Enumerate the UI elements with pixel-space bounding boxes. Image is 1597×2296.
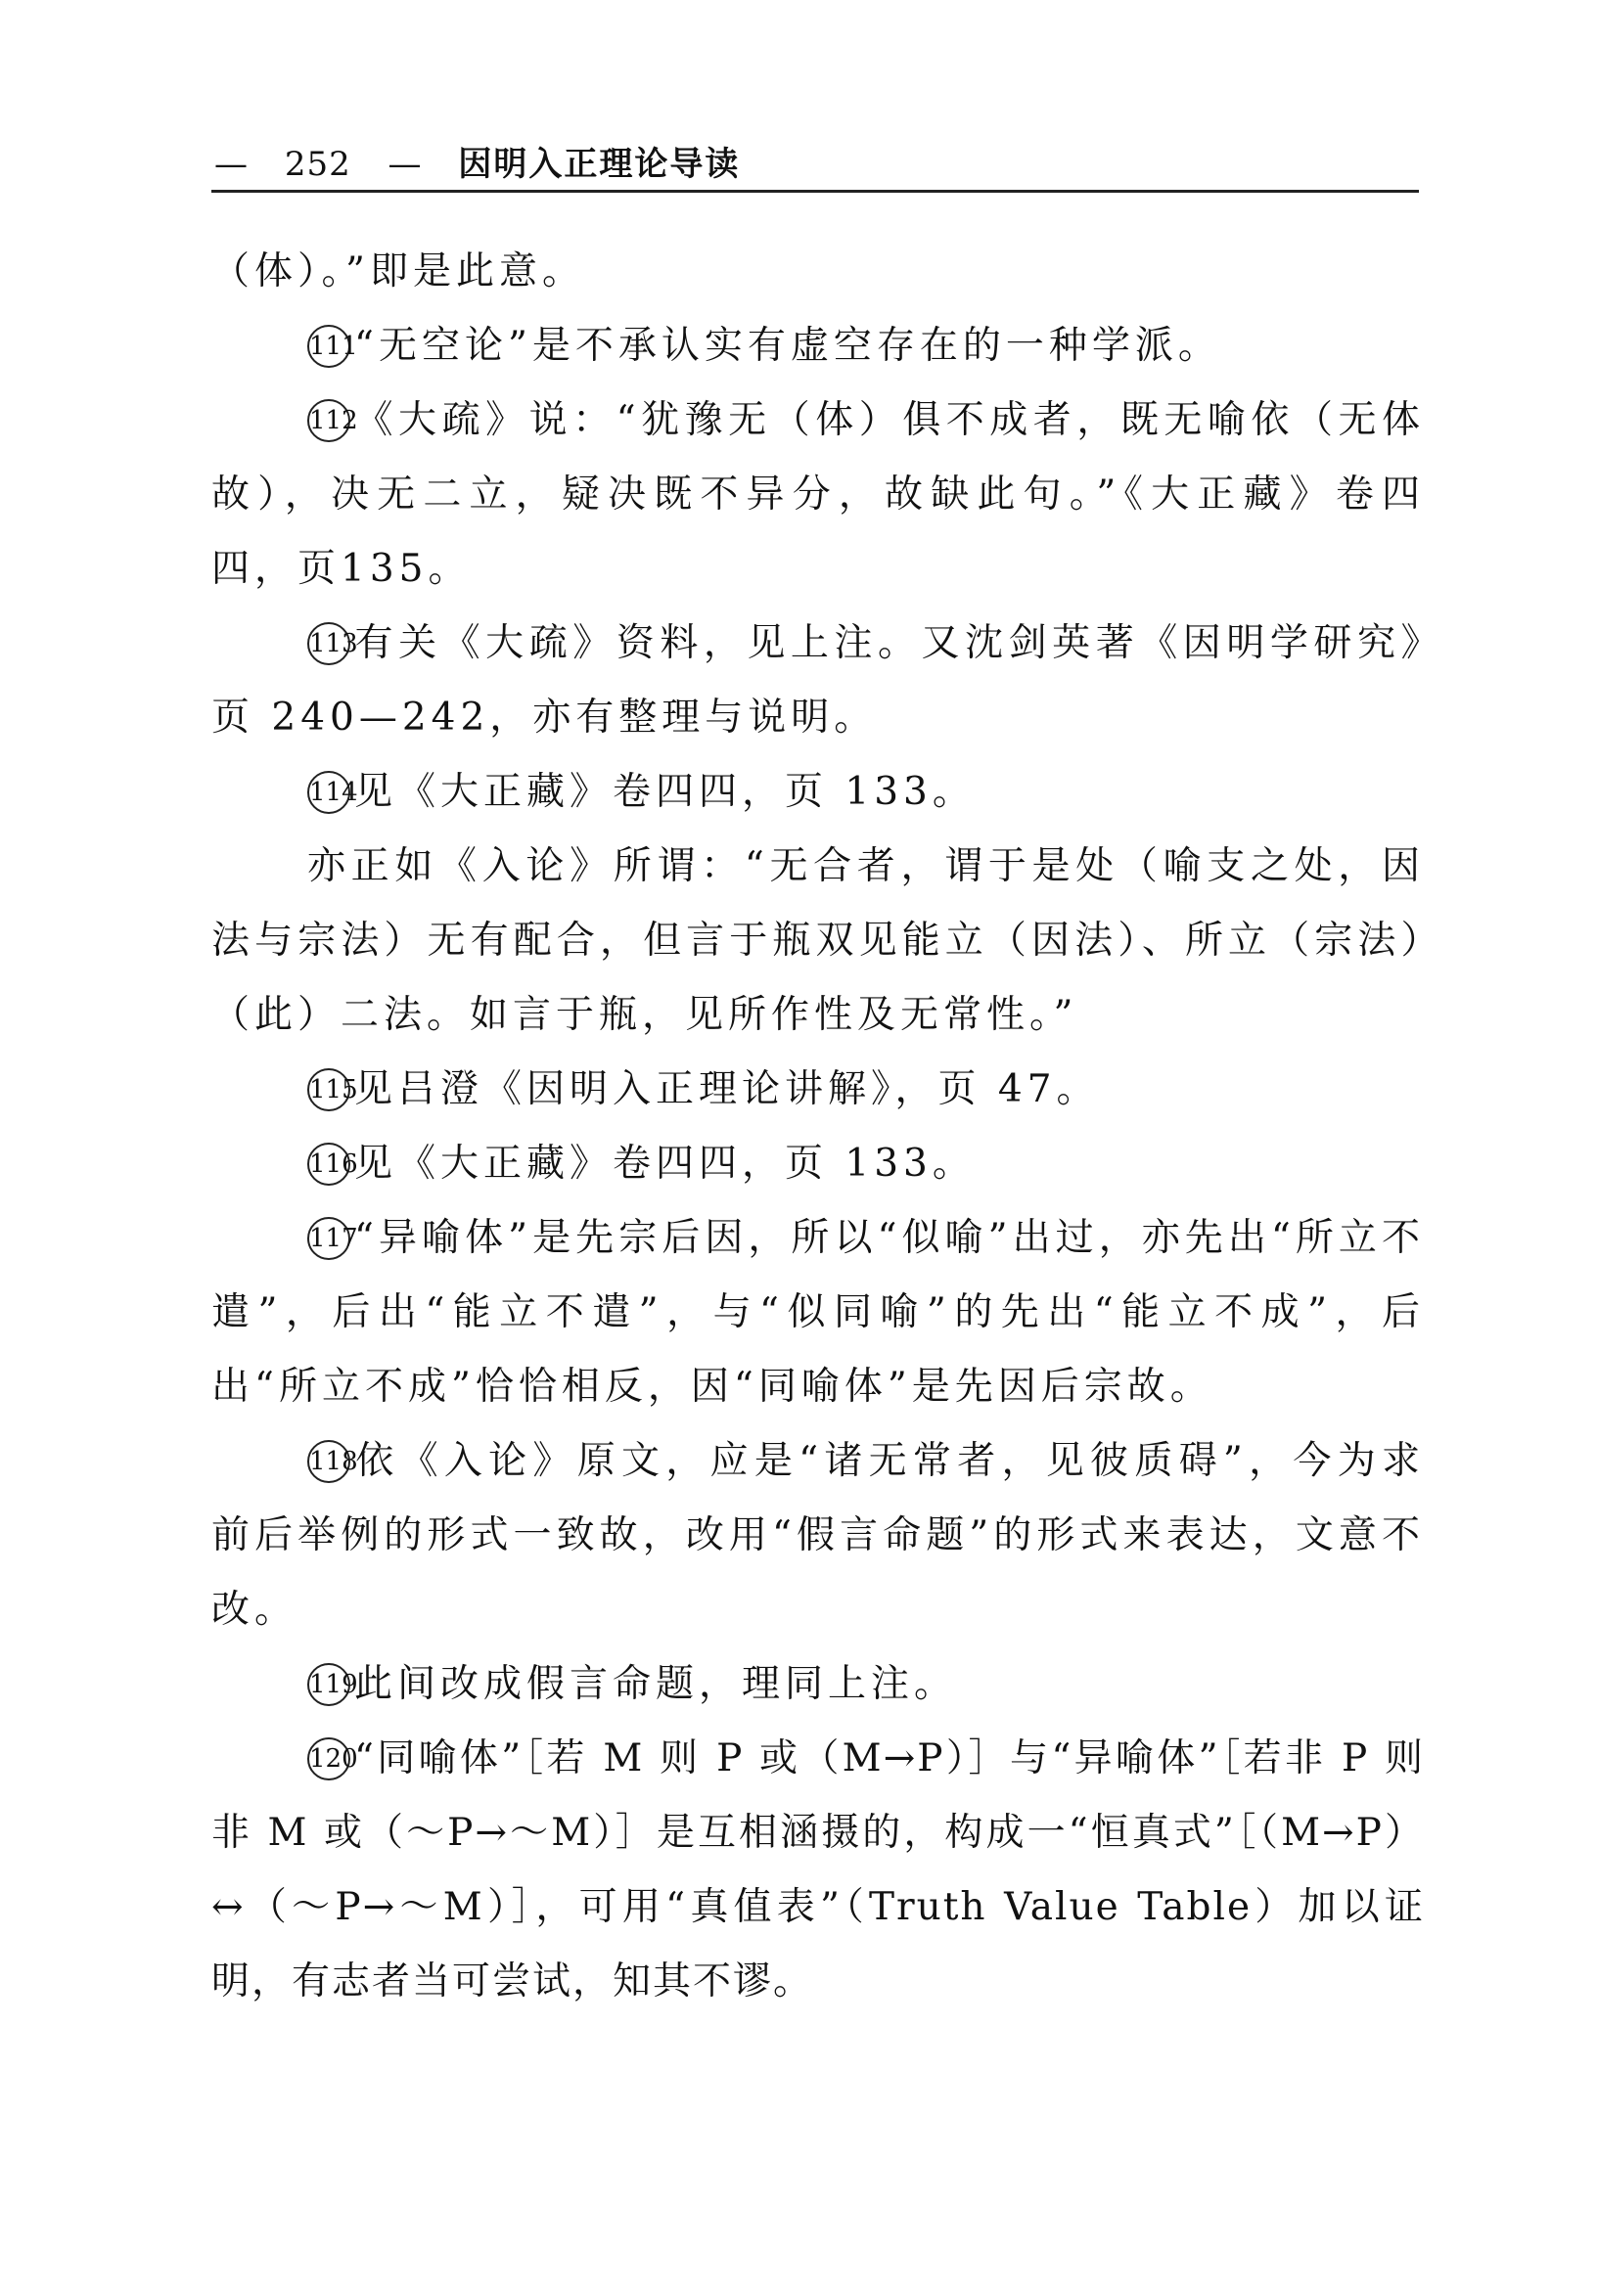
note-marker: 117 bbox=[307, 1217, 350, 1260]
note-112 bbox=[211, 383, 1425, 607]
note-text: “同喻体”［若 M 则 P 或（M→P）］与“异喻体”［若非 P 则非 M 或（～P→～M）］是互相涵摄的，构成一“恒真式”［（M→P）↔（～P→～M）］，可用“真值表”（Truth Value Table）加以证明，有志者当可尝试，知其不谬。 bbox=[211, 1736, 1425, 2003]
note-115 bbox=[211, 1053, 1425, 1127]
book-title: 因明入正理论导读 bbox=[458, 145, 741, 184]
note-117 bbox=[211, 1201, 1425, 1424]
note-text: “无空论”是不承认实有虚空存在的一种学派。 bbox=[354, 324, 1221, 368]
note-111 bbox=[211, 309, 1425, 383]
note-116 bbox=[211, 1127, 1425, 1201]
note-text: 《大疏》说：“犹豫无（体）俱不成者，既无喻依（无体故），决无二立，疑决既不异分，故缺此句。”《大正藏》卷四四，页135。 bbox=[211, 398, 1425, 591]
header-dash-left: — bbox=[214, 145, 248, 184]
note-114 bbox=[211, 755, 1425, 830]
note-text: 见《大正藏》卷四四，页 133。 bbox=[354, 770, 976, 814]
note-marker: 120 bbox=[307, 1737, 350, 1780]
note-119 bbox=[211, 1647, 1425, 1722]
note-114-continuation bbox=[211, 830, 1425, 1053]
header-dash-right: — bbox=[388, 145, 422, 184]
note-text: （体）。”即是此意。 bbox=[211, 249, 585, 293]
note-marker: 111 bbox=[307, 325, 350, 368]
note-120 bbox=[211, 1722, 1425, 2019]
header-rule bbox=[211, 190, 1419, 193]
note-text: 此间改成假言命题，理同上注。 bbox=[354, 1662, 958, 1706]
note-marker: 114 bbox=[307, 771, 350, 814]
note-marker: 119 bbox=[307, 1663, 350, 1706]
note-marker: 112 bbox=[307, 399, 350, 442]
note-marker: 113 bbox=[307, 622, 350, 665]
note-marker: 116 bbox=[307, 1143, 350, 1186]
note-113 bbox=[211, 607, 1425, 755]
note-marker: 115 bbox=[307, 1068, 350, 1111]
note-text: 有关《大疏》资料，见上注。又沈剑英著《因明学研究》页 240—242，亦有整理与说明。 bbox=[211, 621, 1425, 740]
note-118 bbox=[211, 1424, 1425, 1647]
notes-body bbox=[211, 235, 1425, 2019]
note-text: 亦正如《入论》所谓：“无合者，谓于是处（喻支之处，因法与宗法）无有配合，但言于瓶双见能立（因法）、所立（宗法）（此）二法。如言于瓶，见所作性及无常性。” bbox=[211, 844, 1425, 1037]
note-continuation bbox=[211, 235, 1425, 309]
note-marker: 118 bbox=[307, 1440, 350, 1483]
note-text: 见《大正藏》卷四四，页 133。 bbox=[354, 1142, 976, 1186]
page-number: 252 bbox=[284, 145, 351, 184]
note-text: “异喻体”是先宗后因，所以“似喻”出过，亦先出“所立不遣”，后出“能立不遣”，与“似同喻”的先出“能立不成”，后出“所立不成”恰恰相反，因“同喻体”是先因后宗故。 bbox=[211, 1216, 1425, 1409]
note-text: 见吕澄《因明入正理论讲解》，页 47。 bbox=[354, 1067, 1100, 1111]
note-text: 依《入论》原文，应是“诸无常者，见彼质碍”，今为求前后举例的形式一致故，改用“假言命题”的形式来表达，文意不改。 bbox=[211, 1439, 1425, 1632]
running-header bbox=[211, 139, 1425, 190]
